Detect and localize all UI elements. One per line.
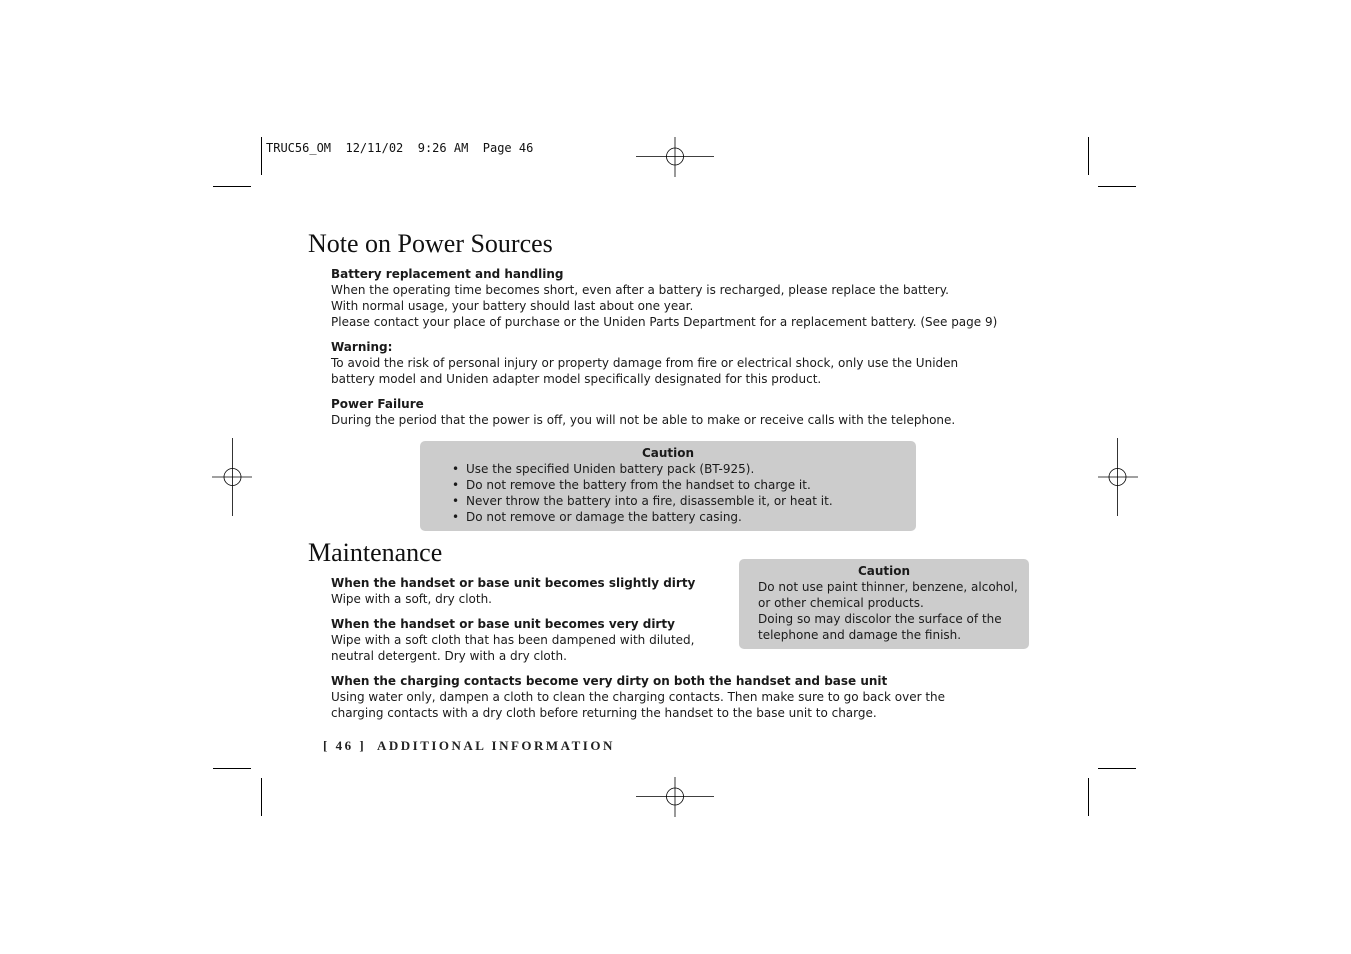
registration-mark-icon bbox=[1098, 438, 1138, 516]
section-heading: Power Failure bbox=[331, 397, 424, 411]
section-heading: Battery replacement and handling bbox=[331, 267, 564, 281]
crop-mark bbox=[213, 186, 251, 187]
footer-section-title: ADDITIONAL INFORMATION bbox=[376, 738, 615, 753]
registration-mark-icon bbox=[636, 777, 714, 817]
maintenance-caution-box bbox=[739, 559, 1029, 649]
registration-mark-icon bbox=[636, 137, 714, 177]
body-text: During the period that the power is off, you will not be able to make or receive calls with the telephone. bbox=[331, 413, 956, 427]
body-text: With normal usage, your battery should last about one year. bbox=[331, 299, 694, 313]
body-text: Doing so may discolor the surface of the bbox=[758, 612, 1002, 626]
body-text: neutral detergent. Dry with a dry cloth. bbox=[331, 649, 567, 663]
crop-mark bbox=[1088, 778, 1089, 816]
caution-text bbox=[758, 579, 1029, 643]
crop-mark bbox=[261, 137, 262, 175]
battery-replacement-section bbox=[331, 266, 997, 330]
list-item: • Use the specified Uniden battery pack (BT-925). bbox=[450, 461, 916, 477]
section-heading: When the handset or base unit becomes very dirty bbox=[331, 617, 675, 631]
caution-list bbox=[450, 461, 916, 525]
list-item: • Never throw the battery into a fire, disassemble it, or heat it. bbox=[450, 493, 916, 509]
warning-section bbox=[331, 339, 958, 387]
caution-title: Caution bbox=[857, 564, 911, 578]
section-heading: When the handset or base unit becomes slightly dirty bbox=[331, 576, 696, 590]
crop-mark bbox=[261, 778, 262, 816]
registration-mark-icon bbox=[212, 438, 252, 516]
body-text: telephone and damage the finish. bbox=[758, 628, 962, 642]
battery-caution-box bbox=[420, 441, 916, 531]
crop-mark bbox=[1098, 768, 1136, 769]
power-failure-section bbox=[331, 396, 955, 428]
section-heading: When the charging contacts become very dirty on both the handset and base unit bbox=[331, 674, 888, 688]
body-text: charging contacts with a dry cloth before returning the handset to the base unit to charge. bbox=[331, 706, 877, 720]
charging-contacts-section bbox=[331, 673, 945, 721]
body-text: Using water only, dampen a cloth to clean the charging contacts. Then make sure to go back over the bbox=[331, 690, 946, 704]
body-text: battery model and Uniden adapter model specifically designated for this product. bbox=[331, 372, 822, 386]
crop-mark bbox=[1098, 186, 1136, 187]
crop-mark bbox=[1088, 137, 1089, 175]
body-text: Wipe with a soft, dry cloth. bbox=[331, 592, 492, 606]
list-item: • Do not remove the battery from the handset to charge it. bbox=[450, 477, 916, 493]
section-heading: Warning: bbox=[331, 340, 393, 354]
body-text: Do not use paint thinner, benzene, alcohol, bbox=[758, 580, 1018, 594]
caution-title: Caution bbox=[641, 446, 695, 460]
very-dirty-section bbox=[331, 616, 695, 664]
power-sources-title: Note on Power Sources bbox=[308, 229, 553, 258]
print-slug: TRUC56_OM 12/11/02 9:26 AM Page 46 bbox=[266, 141, 534, 155]
body-text: Wipe with a soft cloth that has been dampened with diluted, bbox=[331, 633, 695, 647]
body-text: When the operating time becomes short, even after a battery is recharged, please replace the battery. bbox=[331, 283, 949, 297]
body-text: To avoid the risk of personal injury or property damage from fire or electrical shock, only use the Uniden bbox=[331, 356, 959, 370]
page-footer bbox=[323, 738, 615, 754]
slightly-dirty-section bbox=[331, 575, 695, 607]
body-text: or other chemical products. bbox=[758, 596, 924, 610]
body-text: Please contact your place of purchase or the Uniden Parts Department for a replacement battery. (See page 9) bbox=[331, 315, 998, 329]
page-number: [ 46 ] bbox=[323, 738, 367, 753]
crop-mark bbox=[213, 768, 251, 769]
list-item: • Do not remove or damage the battery casing. bbox=[450, 509, 916, 525]
maintenance-title: Maintenance bbox=[308, 538, 443, 567]
